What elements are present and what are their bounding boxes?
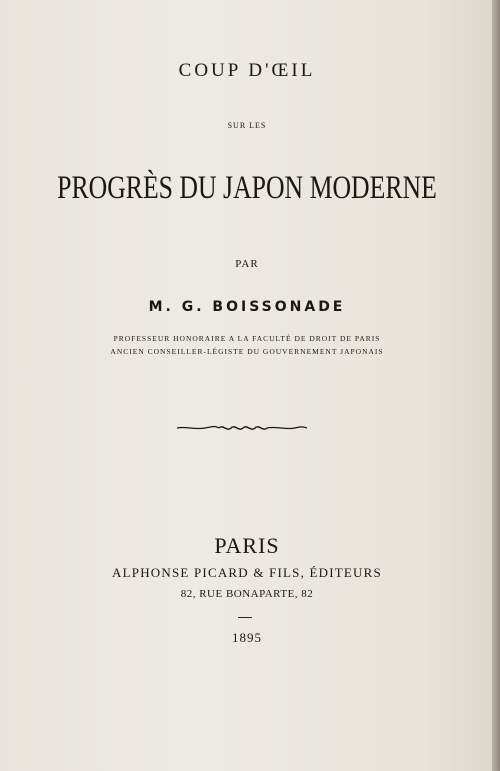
short-rule	[238, 617, 252, 618]
imprint-city: PARIS	[214, 533, 280, 558]
imprint-year: 1895	[232, 630, 262, 645]
author-name: M. G. BOISSONADE	[148, 299, 346, 315]
author-title-1: PROFESSEUR HONORAIRE A LA FACULTÉ DE DROIT DE PARIS	[113, 334, 381, 343]
by-line: PAR	[235, 258, 259, 270]
main-title: PROGRÈS DU JAPON MODERNE	[57, 170, 437, 206]
imprint-publisher: ALPHONSE PICARD & FILS, ÉDITEURS	[112, 565, 382, 580]
imprint-address: 82, RUE BONAPARTE, 82	[180, 588, 314, 600]
author-title-2: ANCIEN CONSEILLER-LÉGISTE DU GOUVERNEMENT JAPONAIS	[110, 347, 384, 356]
page-edge	[492, 0, 500, 771]
title-connector: SUR LES	[227, 121, 267, 130]
page-title: COUP D'ŒIL	[178, 60, 316, 81]
ornament-divider	[175, 420, 309, 436]
